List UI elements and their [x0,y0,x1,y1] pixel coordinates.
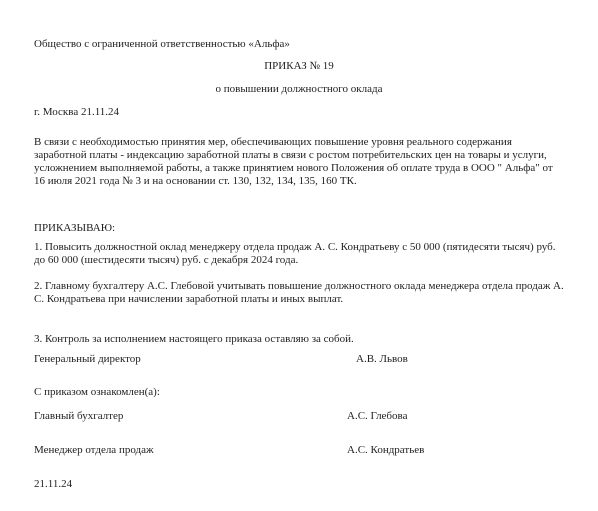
document-title: ПРИКАЗ № 19 [264,60,334,72]
director-signature-row [34,353,564,367]
signer-role: Менеджер отдела продаж [34,444,154,456]
director-name: А.В. Львов [356,353,408,365]
signer-role: Главный бухгалтер [34,410,124,422]
acquainted-label: С приказом ознакомлен(а): [34,386,160,398]
organization-name: Общество с ограниченной ответственностью «Альфа» [34,38,290,50]
director-role: Генеральный директор [34,353,141,365]
signer-row [34,410,564,424]
order-word: ПРИКАЗЫВАЮ: [34,222,116,234]
footer-date: 21.11.24 [34,478,73,490]
order-item-3: 3. Контроль за исполнением настоящего приказа оставляю за собой. [34,333,354,345]
preamble-paragraph: В связи с необходимостью принятия мер, обеспечивающих повышение уровня реального содержания заработной платы - индексацию заработной платы в связи с ростом потребительских цен на товары и услуги, усложнением выполняемой работы, а также принятием нового Положения об оплате труда в ООО " Альфа" от 16 июля 2021 года № 3 и на основании ст. 130, 132, 134, 135, 160 ТК. [34,136,553,187]
signer-name: А.С. Кондратьев [347,444,425,456]
signer-name: А.С. Глебова [347,410,408,422]
signer-row [34,444,564,458]
place-date: г. Москва 21.11.24 [34,106,120,118]
order-item-2: 2. Главному бухгалтеру А.С. Глебовой учитывать повышение должностного оклада менеджера отдела продаж А. С. Кондратьева при начислении заработной платы и иных выплат. [34,280,564,305]
order-item-1: 1. Повысить должностной оклад менеджеру отдела продаж А. С. Кондратьеву с 50 000 (пятидесяти тысяч) руб. до 60 000 (шестидесяти тысяч) руб. с декабря 2024 года. [34,241,556,266]
document-subject: о повышении должностного оклада [215,83,383,95]
